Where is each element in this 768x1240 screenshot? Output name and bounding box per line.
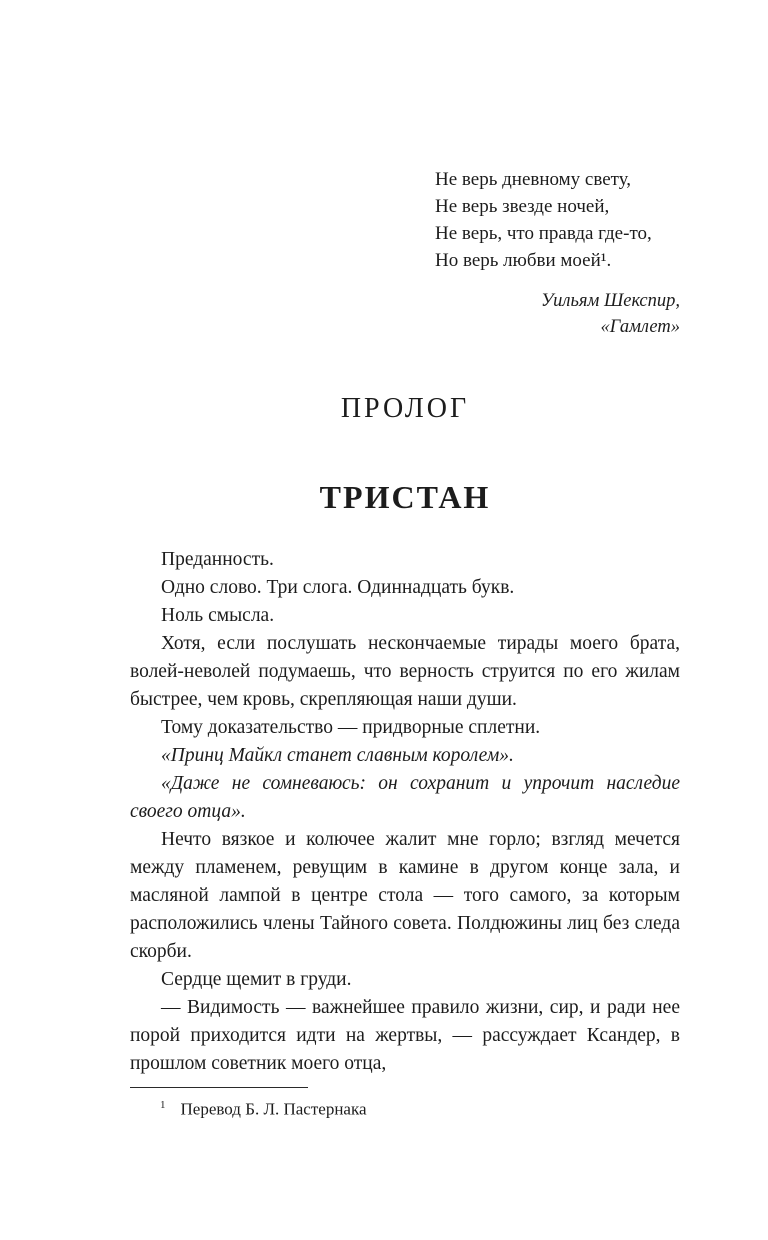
epigraph-attribution [435, 288, 680, 340]
paragraph-quote: «Даже не сомневаюсь: он сохранит и упрочит наследие своего отца». [130, 773, 680, 822]
epigraph-source: «Гамлет» [600, 317, 680, 337]
footnote-marker: 1 [160, 1099, 166, 1111]
epigraph-line: Не верь звезде ночей, [435, 196, 610, 217]
footnote [130, 1094, 680, 1121]
epigraph-author: Уильям Шекспир, [541, 291, 680, 311]
paragraph: Одно слово. Три слога. Одиннадцать букв. [161, 577, 515, 598]
footnote-area [130, 1087, 680, 1121]
paragraph: — Видимость — важнейшее правило жизни, сир, и ради нее порой приходится идти на жертвы, — рассуждает Ксандер, в прошлом советник моего отца, [130, 997, 680, 1074]
epigraph-line: Не верь, что правда где-то, [435, 223, 652, 244]
paragraph: Ноль смысла. [161, 605, 275, 626]
paragraph: Преданность. [161, 549, 274, 570]
epigraph-line: Не верь дневному свету, [435, 169, 632, 190]
paragraph: Нечто вязкое и колючее жалит мне горло; взгляд мечется между пламенем, ревущим в камине в другом конце зала, и масляной лампой в центре стола — того самого, за которым расположились члены Тайного совета. Полдюжины лиц без следа скорби. [130, 829, 680, 962]
epigraph [435, 166, 680, 340]
epigraph-line: Но верь любви моей¹. [435, 250, 612, 271]
paragraph: Хотя, если послушать нескончаемые тирады моего брата, волей-неволей подумаешь, что верность струится по его жилам быстрее, чем кровь, скрепляющая наши души. [130, 633, 680, 710]
footnote-divider [130, 1087, 308, 1088]
body-text [130, 546, 680, 1078]
section-title: ТРИСТАН [319, 479, 491, 515]
footnote-text: Перевод Б. Л. Пастернака [180, 1099, 367, 1119]
paragraph: Тому доказательство — придворные сплетни. [161, 717, 541, 738]
paragraph: Сердце щемит в груди. [161, 969, 352, 990]
chapter-title: ПРОЛОГ [340, 393, 470, 424]
paragraph-quote: «Принц Майкл станет славным королем». [161, 745, 514, 766]
